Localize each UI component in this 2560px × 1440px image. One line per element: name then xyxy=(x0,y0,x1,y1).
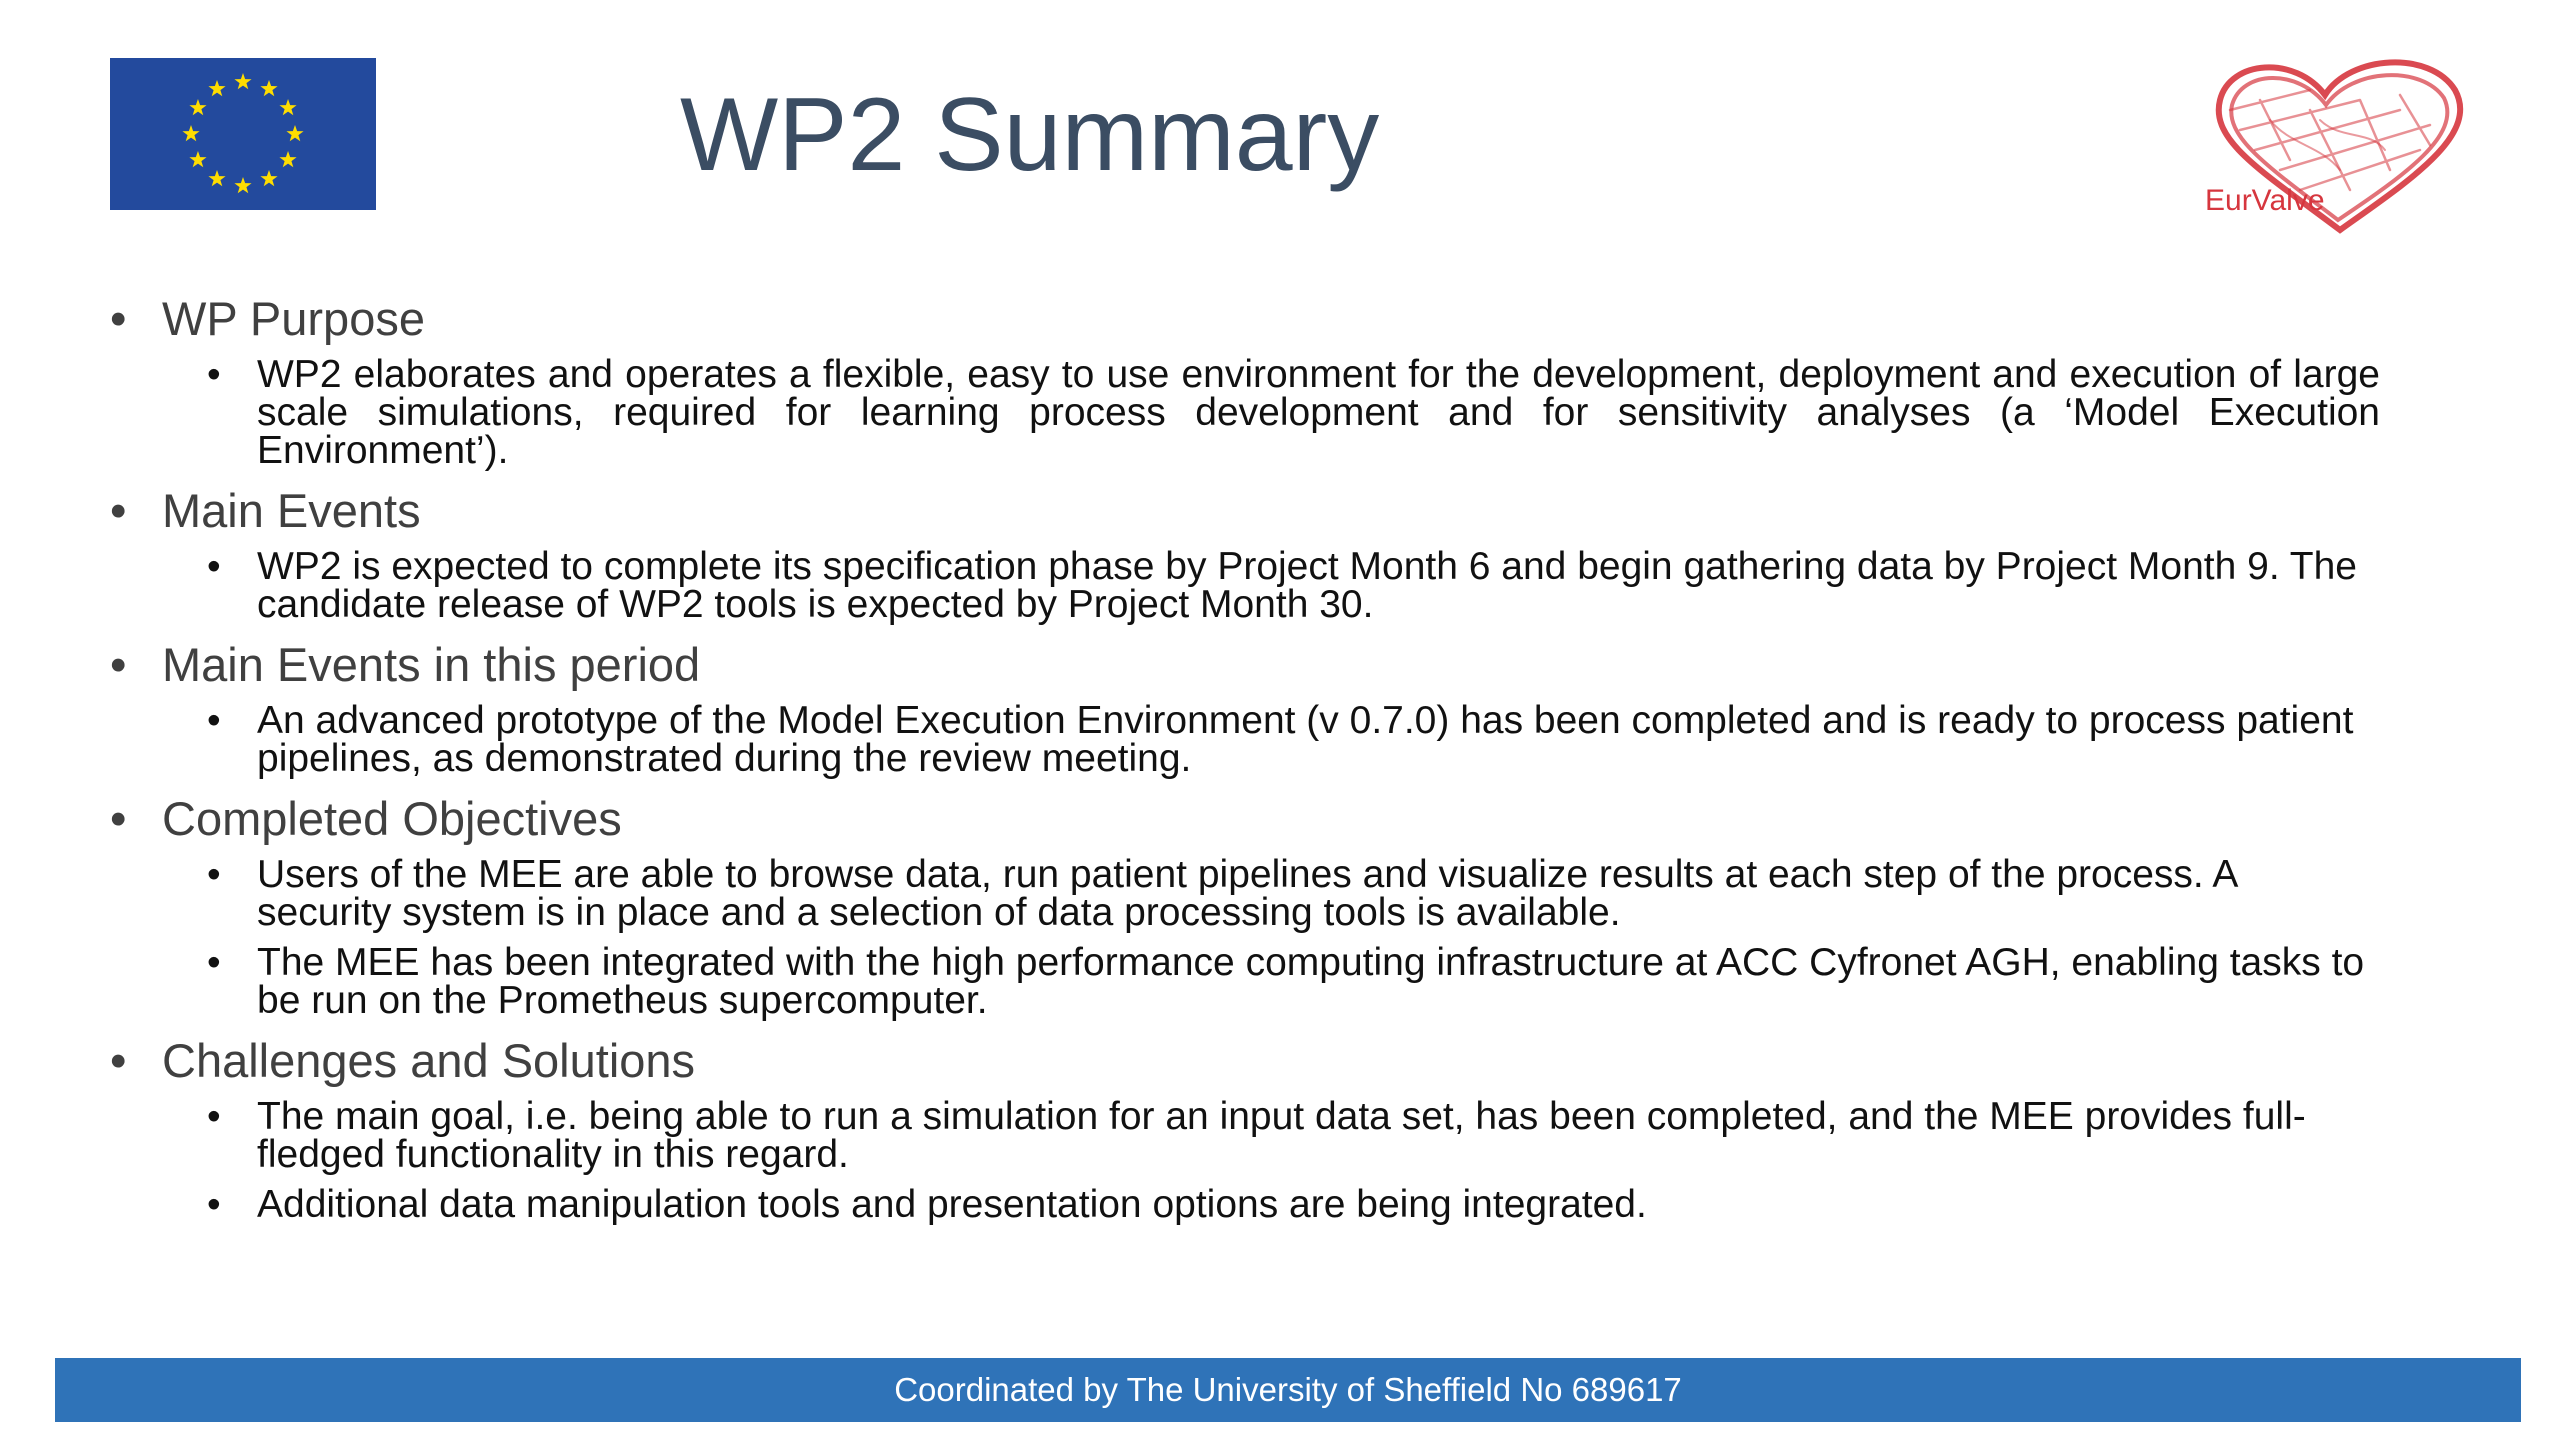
section-heading: • Main Events in this period xyxy=(110,636,2380,694)
bullet-item: • Additional data manipulation tools and presentation options are being integrated. xyxy=(257,1186,2380,1224)
section-wp-purpose xyxy=(110,290,2380,470)
bullet-item: • The MEE has been integrated with the high performance computing infrastructure at ACC Cyfronet AGH, enabling tasks to be run on the Prometheus supercomputer. xyxy=(257,944,2380,1020)
bullet-item: • The main goal, i.e. being able to run a simulation for an input data set, has been completed, and the MEE provides full-fledged functionality in this regard. xyxy=(257,1098,2380,1174)
section-main-events xyxy=(110,482,2380,624)
footer-text: Coordinated by The University of Sheffield No 689617 xyxy=(894,1371,1682,1408)
logo-text: EurValve xyxy=(2205,184,2325,217)
eu-flag-icon xyxy=(110,58,376,210)
bullet-item: • An advanced prototype of the Model Execution Environment (v 0.7.0) has been completed and is ready to process patient pipelines, as demonstrated during the review meeting. xyxy=(257,702,2380,778)
bullet-item: • WP2 is expected to complete its specification phase by Project Month 6 and begin gathering data by Project Month 9. The candidate release of WP2 tools is expected by Project Month 30. xyxy=(257,548,2380,624)
section-challenges-solutions xyxy=(110,1032,2380,1224)
section-heading: • Completed Objectives xyxy=(110,790,2380,848)
content xyxy=(110,282,2380,1236)
section-heading: • Main Events xyxy=(110,482,2380,540)
footer-bar xyxy=(55,1358,2521,1422)
section-heading: • Challenges and Solutions xyxy=(110,1032,2380,1090)
section-main-events-period xyxy=(110,636,2380,778)
page-title: WP2 Summary xyxy=(680,77,1380,193)
bullet-item: • WP2 elaborates and operates a flexible, easy to use environment for the development, deployment and execution of large scale simulations, required for learning process development and for sensitivity analyses (a ‘Model Execution Environment’). xyxy=(257,356,2380,470)
section-heading: • WP Purpose xyxy=(110,290,2380,348)
bullet-item: • Users of the MEE are able to browse data, run patient pipelines and visualize results at each step of the process. A security system is in place and a selection of data processing tools is available. xyxy=(257,856,2380,932)
section-completed-objectives xyxy=(110,790,2380,1020)
